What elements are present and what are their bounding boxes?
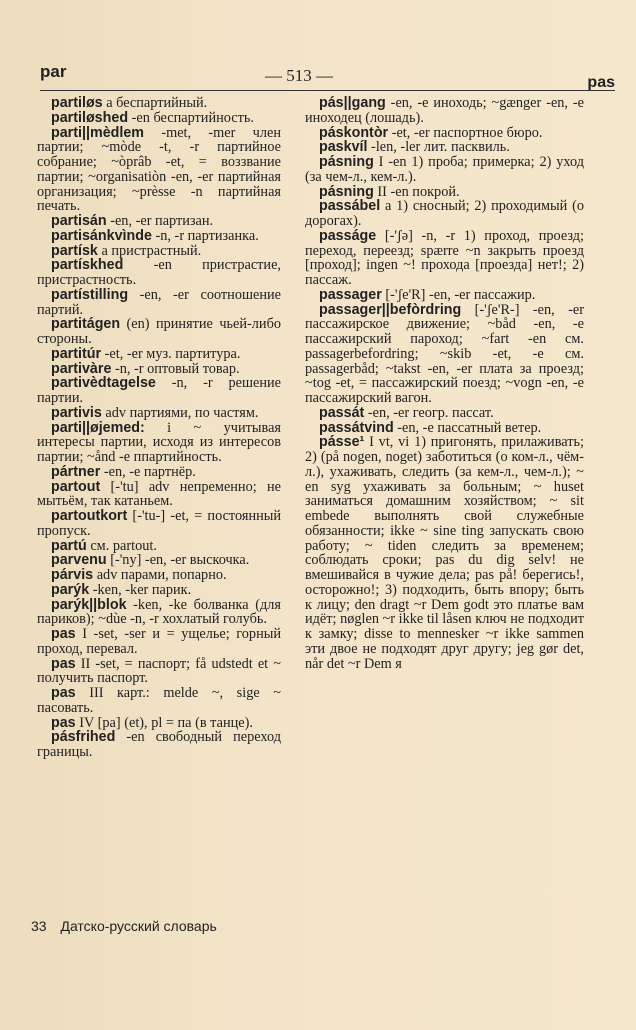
entry-headword: partoutkort <box>51 508 128 524</box>
dictionary-entry: pásning I -en 1) проба; примерка; 2) уход (за чем-л., кем-л.). <box>305 154 584 185</box>
dictionary-entry: passát -en, -er геогр. пассат. <box>319 404 494 421</box>
entry-headword: partivis <box>51 404 102 421</box>
dictionary-entry: partiløshed -en беспартийность. <box>51 109 254 126</box>
dictionary-entry: passager||befòrdring [-'ʃe'R-] -en, -er пассажирское движение; ~båd -en, -e пассажирский пароход; ~fart -en см. passagerbefordring; ~skib -et, -e см. passagerbåd; ~takst -en, -er плата за проезд; ~tog -et, = пассажирский поезд; ~vogn -en, -e пассажирский вагон. <box>305 301 584 406</box>
entry-headword: partístilling <box>51 286 129 303</box>
entry-headword: partout <box>51 478 101 495</box>
dictionary-entry: passábel a 1) сносный; 2) проходимый (о дорогах). <box>305 198 584 229</box>
dictionary-entry: passáge [-'ʃə] -n, -r 1) проход, проезд; переход, переезд; spærre ~n закрыть проезд [проход]; ingen ~! прохода [проезда] нет!; 2) пассаж. <box>305 227 584 288</box>
entry-headword: passátvind <box>319 419 394 436</box>
dictionary-entry: paskvíl -len, -ler лит. пасквиль. <box>319 139 510 156</box>
dictionary-entry: partísk a пристрастный. <box>51 242 202 259</box>
entry-headword: partisánkvìnde <box>51 227 152 244</box>
entry-headword: párvis <box>51 567 94 583</box>
header-rule <box>40 90 615 91</box>
page-header <box>40 56 615 90</box>
dictionary-entry: partú см. partout. <box>51 537 157 554</box>
entry-headword: parýk||blok <box>51 596 127 613</box>
entry-headword: passager <box>319 286 382 303</box>
entry-headword: partisán <box>51 213 107 229</box>
entry-headword: partivèdtagelse <box>51 375 156 392</box>
dictionary-entry: párvis adv парами, попарно. <box>51 567 227 583</box>
entry-headword: paskvíl <box>319 139 368 156</box>
entry-headword: passát <box>319 404 365 421</box>
dictionary-entry: partoutkort [-'tu-] -et, = постоянный пропуск. <box>37 508 281 539</box>
dictionary-entry: pásse¹ I vt, vi 1) пригонять, прилаживать; 2) (på nogen, noget) заботиться (о ком-л., чём-л.), ухаживать, следить (за кем-л., чем-л.); ~ en syg ухаживать за больным; ~ huset заниматься домашним хозяйством; ~ sit embede выполнять свой служебные обязанности; ikke ~ sine ting запускать свою работу; ~ tiden следить за временем; соблюдать сроки; pas du dig selv! не вмешивайся в чужие дела; pas på! берегись!, осторожно!; 3) подходить, быть впору; быть к лицу; den dragt ~r Dem godt это платье вам идёт; nøglen ~r ikke til låsen ключ не подходит к замку; disse to mennesker ~r ikke sammen эти двое не подходят друг другу; jeg gør det, når det ~r Dem я <box>305 434 584 672</box>
entry-headword: pás||gang <box>319 95 386 111</box>
entry-headword: parti||øjemed: <box>51 419 145 436</box>
dictionary-entry: pas I -set, -ser и = ущелье; горный проход, перевал. <box>37 626 281 657</box>
entry-headword: parti||mèdlem <box>51 124 145 141</box>
dictionary-entry: pas III карт.: melde ~, sige ~ пасовать. <box>37 685 281 716</box>
dictionary-entry: pás||gang -en, -e иноходь; ~gænger -en, -e иноходец (лошадь). <box>305 95 584 126</box>
dictionary-entry: pártner -en, -e партнёр. <box>51 463 196 480</box>
dictionary-entry: parýk||blok -ken, -ke болванка (для париков); ~dùe -n, -r хохлатый голубь. <box>37 596 281 628</box>
right-column <box>305 96 584 671</box>
entry-headword: partitágen <box>51 316 121 333</box>
entry-headword: pas <box>51 626 76 642</box>
dictionary-entry: pásfrihed -en свободный переход границы. <box>37 729 281 760</box>
dictionary-entry: pas IV [pa] (et), pl = па (в танце). <box>51 714 253 731</box>
entry-headword: passábel <box>319 198 381 215</box>
dictionary-entry: pásning II -en покрой. <box>319 183 460 200</box>
left-column <box>37 96 281 760</box>
dictionary-entry: partisánkvìnde -n, -r партизанка. <box>51 227 259 244</box>
entry-headword: partivàre <box>51 360 112 377</box>
entry-headword: parvenu <box>51 552 107 569</box>
entry-headword: pásfrihed <box>51 729 116 746</box>
entry-headword: partiløshed <box>51 109 129 126</box>
entry-headword: pásse¹ <box>319 434 365 451</box>
entry-headword: pas <box>51 655 76 672</box>
entry-headword: pártner <box>51 463 101 480</box>
dictionary-entry: partisán -en, -er партизан. <box>51 213 214 229</box>
dictionary-entry: partout [-'tu] adv непременно; не мытьём, так катаньем. <box>37 478 281 510</box>
dictionary-entry: páskontòr -et, -er паспортное бюро. <box>319 124 543 141</box>
dictionary-entry: partiløs a беспартийный. <box>51 95 208 111</box>
entry-headword: parýk <box>51 581 90 598</box>
entry-headword: partú <box>51 537 87 554</box>
dictionary-entry: passátvind -en, -e пассатный ветер. <box>319 419 542 436</box>
dictionary-entry: partivèdtagelse -n, -r решение партии. <box>37 375 281 406</box>
entry-headword: partitúr <box>51 345 102 362</box>
entry-headword: pas <box>51 714 76 731</box>
footer-title: Датско-русский словарь <box>60 918 217 934</box>
dictionary-entry: parti||øjemed: i ~ учитывая интересы партии, исходя из интересов партии; ~ånd -e ппартийность. <box>37 419 281 465</box>
dictionary-entry: parti||mèdlem -met, -mer член партии; ~mòde -t, -r партийное собрание; ~òprâb -et, = воззвание партии; ~organisatiòn -en, -er партийная организация; ~prèsse -n партийная печать. <box>37 124 281 215</box>
entry-headword: passager||befòrdring <box>319 301 462 318</box>
dictionary-entry: partivis adv партиями, по частям. <box>51 404 259 421</box>
page-number: — 513 — <box>265 66 333 85</box>
dictionary-entry: pas II -set, = паспорт; få udstedt et ~ получить паспорт. <box>37 655 281 687</box>
entry-headword: partísk <box>51 242 98 259</box>
header-left-word: par <box>40 62 67 81</box>
entry-headword: partískhed <box>51 257 124 274</box>
header-right-word: pas <box>587 74 615 91</box>
dictionary-entry: parvenu [-'ny] -en, -er выскочка. <box>51 552 250 569</box>
entry-headword: partiløs <box>51 95 103 111</box>
entry-headword: páskontòr <box>319 124 389 141</box>
dictionary-entry: passager [-'ʃe'R] -en, -er пассажир. <box>319 286 536 303</box>
entry-headword: pásning <box>319 183 374 200</box>
entry-headword: pas <box>51 685 76 701</box>
dictionary-entry: partískhed -en пристрастие, пристрастность. <box>37 257 281 288</box>
footer-signature-number: 33 <box>31 918 47 934</box>
dictionary-entry: partivàre -n, -r оптовый товар. <box>51 360 240 377</box>
page-footer <box>31 918 217 934</box>
dictionary-entry: partitágen (en) принятие чьей-либо стороны. <box>37 316 281 347</box>
entry-headword: passáge <box>319 227 377 244</box>
dictionary-entry: partitúr -et, -er муз. партитура. <box>51 345 241 362</box>
dictionary-entry: parýk -ken, -ker парик. <box>51 581 192 598</box>
entry-headword: pásning <box>319 154 374 170</box>
dictionary-entry: partístilling -en, -er соотношение партий. <box>37 286 281 318</box>
